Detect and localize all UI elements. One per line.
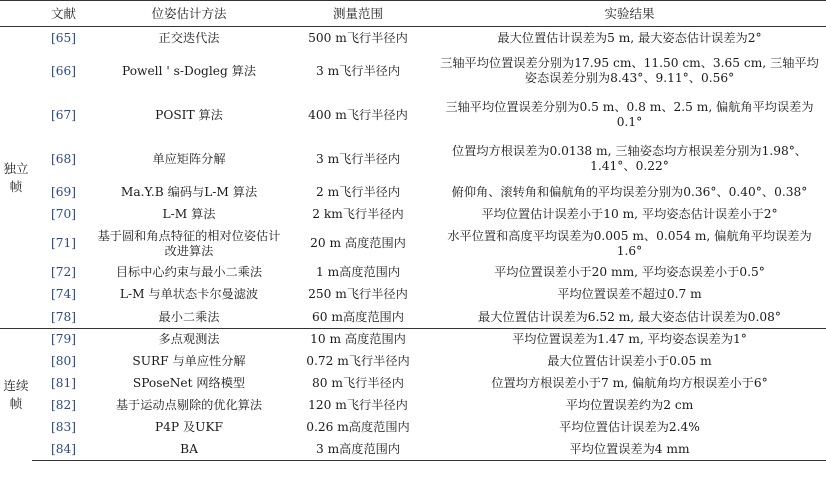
range-cell: 3 m高度范围内 — [283, 439, 433, 461]
method-cell: Ma.Y.B 编码与L-M 算法 — [120, 184, 258, 199]
group-label-continuous — [0, 329, 32, 461]
method-cell: 基于圆和角点特征的相对位姿估计改进算法 — [97, 228, 281, 258]
range-cell: 10 m 高度范围内 — [283, 329, 433, 351]
range-cell: 400 m飞行半径内 — [308, 107, 408, 122]
ref-cell[interactable]: [67] — [50, 107, 77, 122]
result-cell: 平均位置误差约为2 cm — [565, 398, 694, 412]
ref-cell[interactable]: [69] — [50, 184, 77, 199]
method-cell: SPoseNet 网络模型 — [132, 376, 246, 390]
result-cell: 三轴平均位置误差分别为17.95 cm、11.50 cm、3.65 cm, 三轴平均姿态误差分别为8.43°、9.11°、0.56° — [440, 56, 819, 85]
table-row — [0, 306, 826, 329]
result-cell: 水平位置和高度平均误差为0.005 m、0.054 m, 偏航角平均误差为1.6° — [447, 228, 812, 258]
range-cell: 250 m飞行半径内 — [308, 287, 408, 302]
ref-cell[interactable]: [79] — [32, 329, 95, 351]
table-row — [0, 204, 826, 227]
table-row — [0, 93, 826, 137]
table-row — [0, 49, 826, 93]
table-row — [0, 226, 826, 261]
table-row — [0, 373, 826, 395]
method-cell: 目标中心约束与最小二乘法 — [115, 264, 263, 279]
method-cell: BA — [95, 439, 283, 461]
result-cell: 平均位置误差小于20 mm, 平均姿态误差小于0.5° — [494, 264, 765, 279]
ref-cell[interactable]: [66] — [50, 63, 77, 78]
ref-cell[interactable]: [72] — [50, 264, 77, 279]
range-cell: 0.72 m飞行半径内 — [306, 354, 410, 368]
result-cell: 位置均方根误差小于7 m, 偏航角均方根误差小于6° — [491, 376, 768, 390]
table-row — [0, 439, 826, 461]
table-row — [0, 181, 826, 204]
method-cell: POSIT 算法 — [155, 107, 223, 122]
group-label-text: 连续 帧 — [3, 377, 29, 411]
result-cell: 平均位置估计误差小于10 m, 平均姿态估计误差小于2° — [481, 207, 778, 222]
ref-cell[interactable]: [74] — [50, 287, 77, 302]
method-cell: Powell ' s-Dogleg 算法 — [121, 63, 257, 78]
result-cell: 最大位置估计误差为5 m, 最大姿态估计误差为2° — [497, 30, 762, 45]
result-cell: 最大位置估计误差小于0.05 m — [547, 354, 712, 368]
table-row — [0, 329, 826, 351]
ref-cell[interactable]: [70] — [50, 207, 77, 222]
method-cell: 正交迭代法 — [158, 30, 220, 45]
method-cell: 基于运动点剔除的优化算法 — [115, 398, 263, 412]
table-row — [0, 27, 826, 50]
result-cell: 俯仰角、滚转角和偏航角的平均误差分别为0.36°、0.40°、0.38° — [451, 184, 808, 199]
range-cell: 120 m飞行半径内 — [308, 398, 408, 412]
header-row — [0, 1, 826, 27]
table-row — [0, 261, 826, 284]
range-cell: 1 m高度范围内 — [315, 264, 401, 279]
range-cell: 60 m高度范围内 — [312, 309, 404, 324]
result-cell: 平均位置误差不超过0.7 m — [557, 287, 702, 302]
result-cell: 位置均方根误差为0.0138 m, 三轴姿态均方根误差分别为1.98°、1.41°、0.22° — [452, 144, 807, 173]
group-label-text: 独立 帧 — [3, 160, 29, 194]
ref-cell[interactable]: [71] — [50, 236, 77, 250]
header-method: 位姿估计方法 — [95, 1, 283, 27]
table-row — [0, 137, 826, 181]
ref-cell[interactable]: [80] — [50, 354, 77, 368]
method-cell: 最小二乘法 — [158, 309, 220, 324]
ref-cell[interactable]: [84] — [32, 439, 95, 461]
range-cell: 3 m飞行半径内 — [315, 151, 401, 166]
method-cell: P4P 及UKF — [154, 420, 224, 434]
header-ref: 文献 — [32, 1, 95, 27]
header-result: 实验结果 — [433, 1, 826, 27]
range-cell: 2 km飞行半径内 — [312, 207, 404, 222]
ref-cell[interactable]: [68] — [50, 151, 77, 166]
range-cell: 500 m飞行半径内 — [308, 30, 408, 45]
table-row — [0, 284, 826, 307]
result-cell: 平均位置估计误差为2.4% — [559, 420, 700, 434]
result-cell: 平均位置误差为1.47 m, 平均姿态误差为1° — [433, 329, 826, 351]
method-cell: 单应矩阵分解 — [152, 151, 226, 166]
header-range: 测量范围 — [283, 1, 433, 27]
method-cell: 多点观测法 — [95, 329, 283, 351]
method-cell: SURF 与单应性分解 — [132, 354, 246, 368]
ref-cell[interactable]: [83] — [50, 420, 77, 434]
ref-cell[interactable]: [78] — [50, 309, 77, 324]
result-cell: 平均位置误差为4 mm — [433, 439, 826, 461]
method-cell: L-M 与单状态卡尔曼滤波 — [119, 287, 259, 302]
ref-cell[interactable]: [65] — [50, 30, 77, 45]
table-row — [0, 417, 826, 439]
range-cell: 0.26 m高度范围内 — [306, 420, 410, 434]
range-cell: 80 m飞行半径内 — [312, 376, 404, 390]
range-cell: 3 m飞行半径内 — [315, 63, 401, 78]
table-row — [0, 351, 826, 373]
table-row — [0, 395, 826, 417]
range-cell: 2 m飞行半径内 — [315, 184, 401, 199]
range-cell: 20 m 高度范围内 — [310, 236, 406, 250]
header-group — [0, 1, 32, 27]
ref-cell[interactable]: [81] — [50, 376, 77, 390]
result-cell: 三轴平均位置误差分别为0.5 m、0.8 m、2.5 m, 偏航角平均误差为0.1° — [445, 100, 814, 129]
method-cell: L-M 算法 — [162, 207, 216, 222]
ref-cell[interactable]: [82] — [50, 398, 77, 412]
result-cell: 最大位置估计误差为6.52 m, 最大姿态估计误差为0.08° — [478, 309, 781, 324]
group-label-independent — [0, 27, 32, 329]
